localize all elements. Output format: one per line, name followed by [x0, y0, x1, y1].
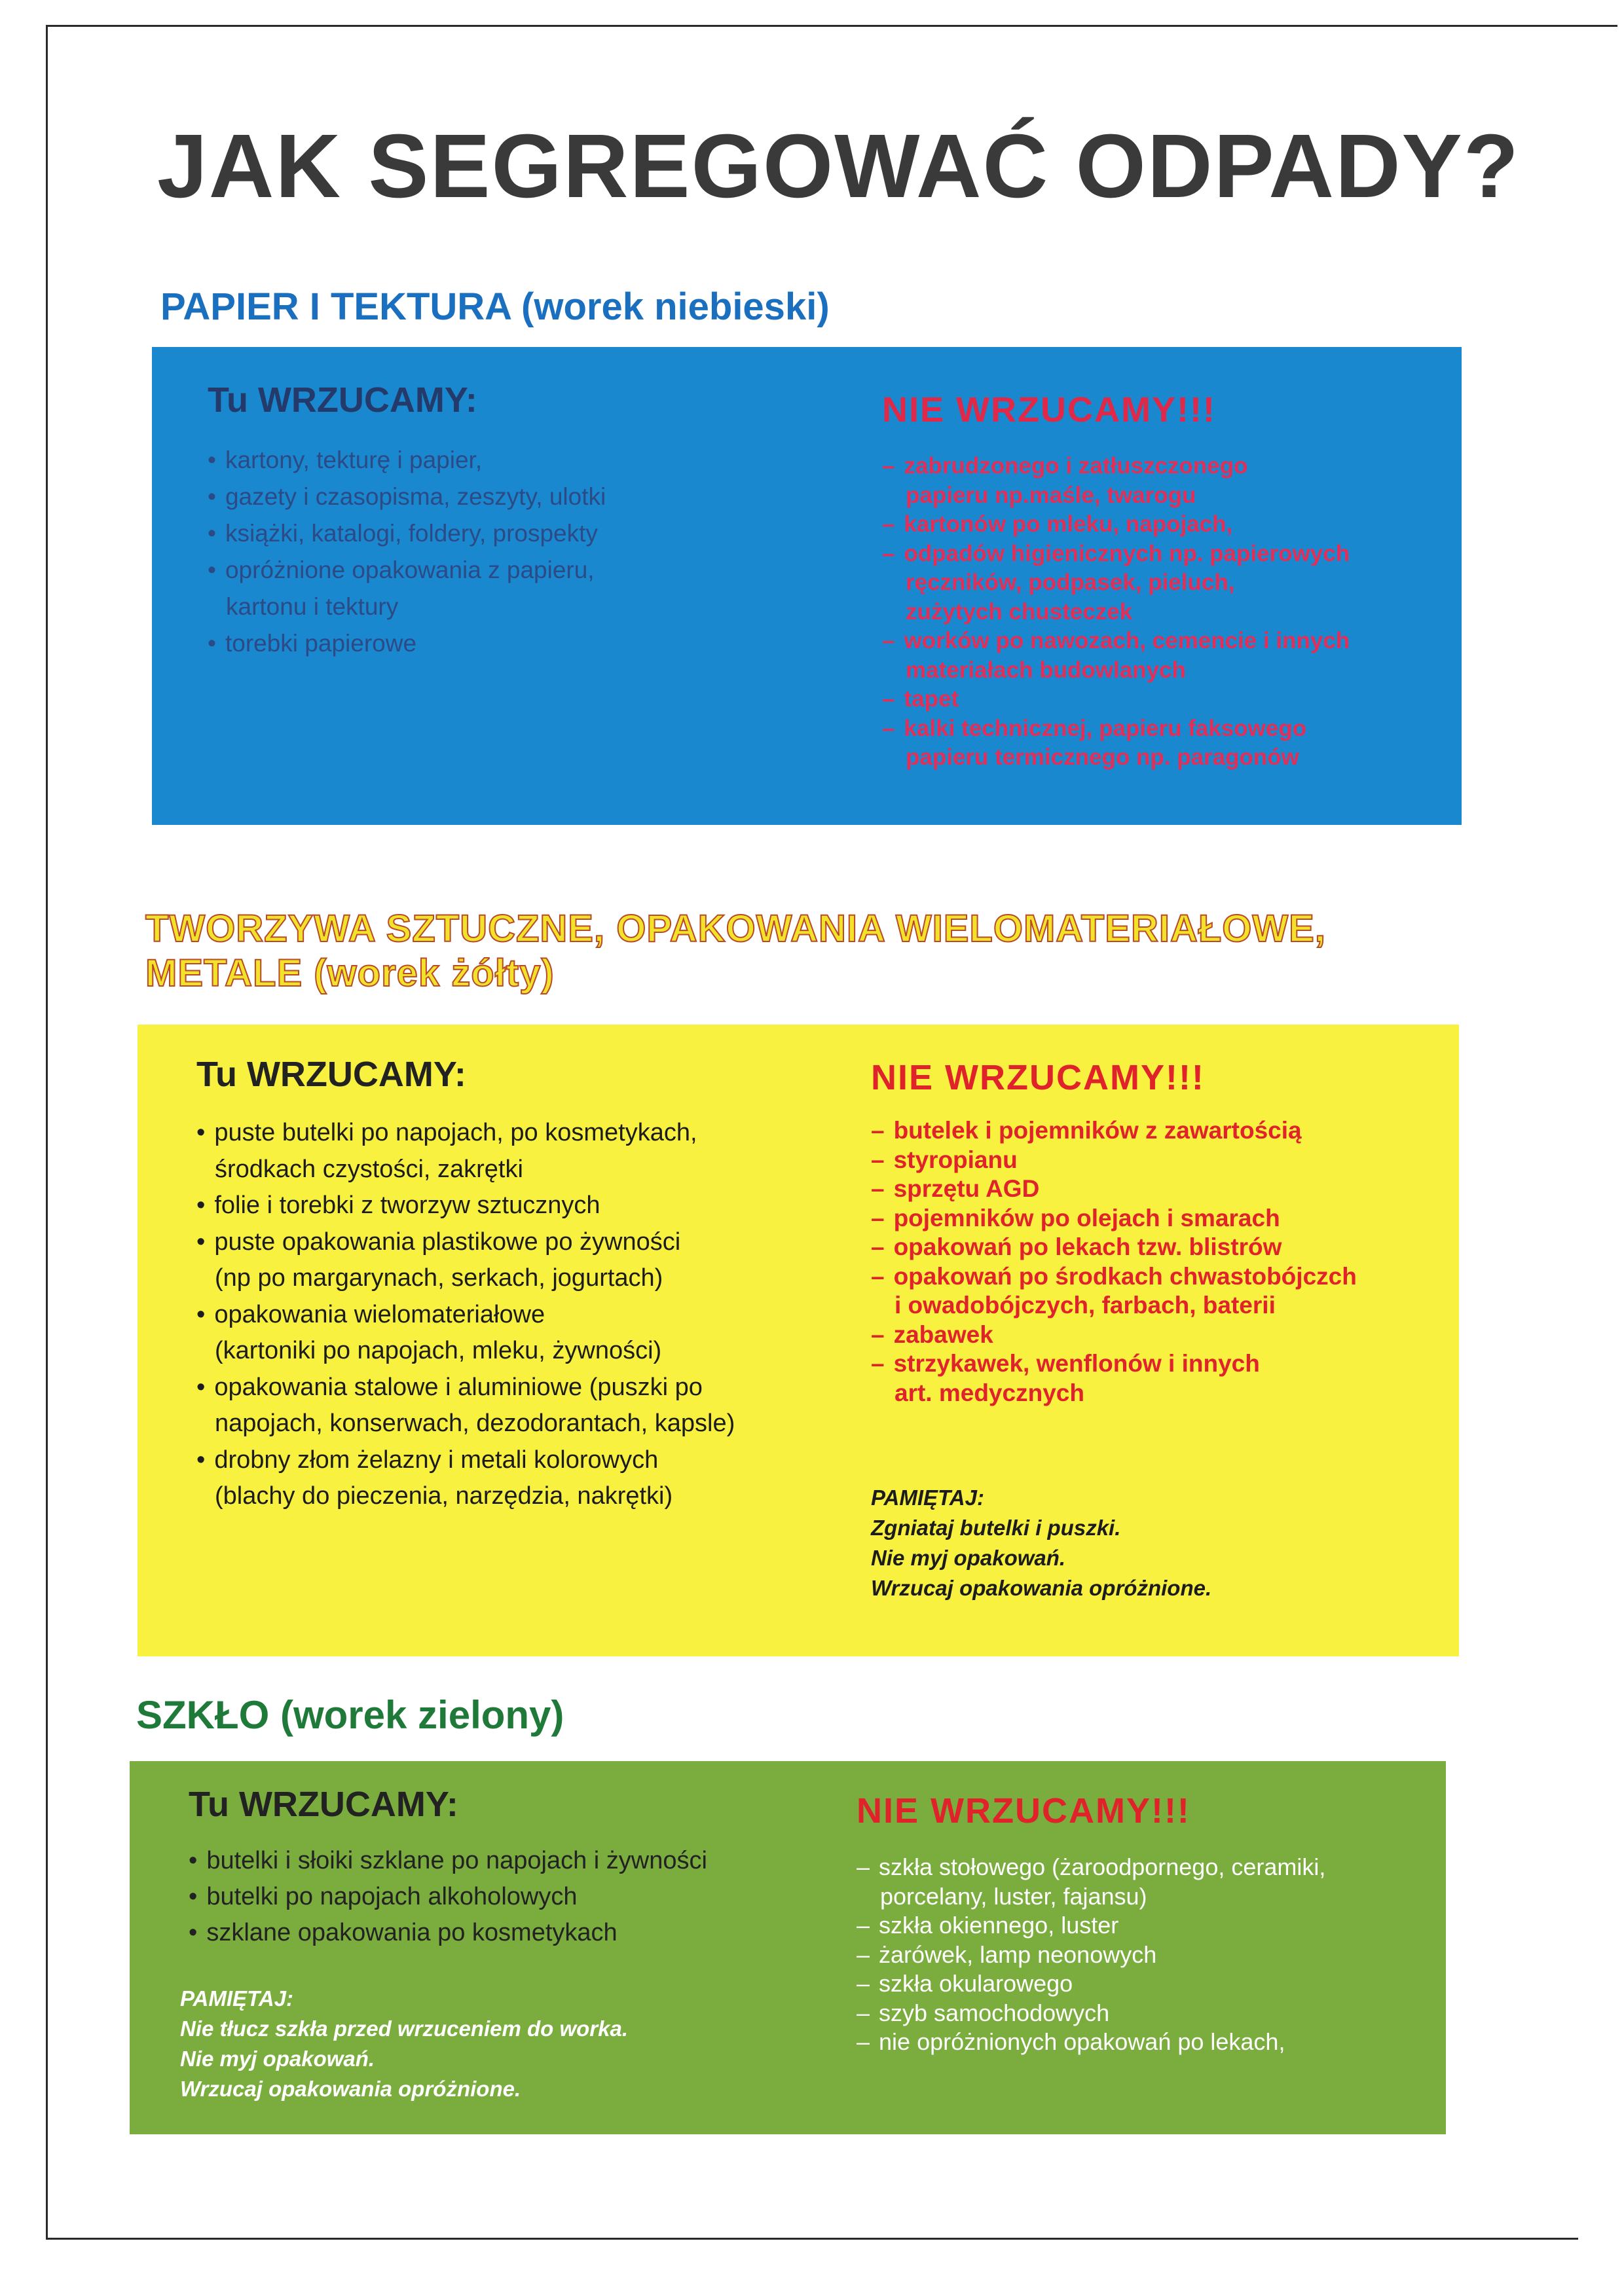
- list-item: • butelki i słoiki szklane po napojach i żywności: [189, 1843, 707, 1879]
- list-item: – zabrudzonego i zatłuszczonego: [882, 452, 1350, 481]
- list-item: • książki, katalogi, foldery, prospekty: [208, 515, 606, 552]
- section-heading-glass: SZKŁO (worek zielony): [136, 1693, 564, 1737]
- list-item: • folie i torebki z tworzyw sztucznych: [196, 1188, 735, 1224]
- rejected-heading: NIE WRZUCAMY!!!: [871, 1058, 1205, 1097]
- list-item: • opakowania wielomateriałowe: [196, 1297, 735, 1334]
- section-heading-line: METALE (worek żółty): [145, 952, 555, 994]
- page-title: JAK SEGREGOWAĆ ODPADY?: [157, 116, 1520, 217]
- list-item: – strzykawek, wenflonów i innych: [871, 1349, 1357, 1379]
- rejected-heading: NIE WRZUCAMY!!!: [857, 1791, 1190, 1831]
- list-item: papieru np.maśle, twarogu: [906, 482, 1196, 508]
- list-item: • opakowania stalowe i aluminiowe (puszki po: [196, 1370, 735, 1406]
- page-frame-top: [46, 25, 1617, 46]
- list-item: papieru termicznego np. paragonów: [906, 744, 1299, 770]
- reminder-title: PAMIĘTAJ:: [871, 1485, 984, 1510]
- list-item: napojach, konserwach, dezodorantach, kapsle): [215, 1410, 735, 1437]
- list-item: • kartony, tekturę i papier,: [208, 442, 606, 479]
- reminder-title: PAMIĘTAJ:: [180, 1986, 293, 2011]
- reminder-line: Nie tłucz szkła przed wrzuceniem do worka.: [180, 2016, 629, 2041]
- list-item: środkach czystości, zakrętki: [215, 1155, 523, 1183]
- list-item: – odpadów higienicznych np. papierowych: [882, 539, 1350, 569]
- list-item: – szyb samochodowych: [857, 1999, 1325, 2028]
- accepted-list: [208, 442, 606, 662]
- list-item: zużytych chusteczek: [906, 598, 1133, 625]
- list-item: (kartoniki po napojach, mleku, żywności): [215, 1337, 662, 1364]
- list-item: • puste opakowania plastikowe po żywności: [196, 1224, 735, 1261]
- section-heading-plastics: [145, 907, 1326, 996]
- list-item: i owadobójczych, farbach, baterii: [895, 1292, 1276, 1319]
- section-heading-paper: PAPIER I TEKTURA (worek niebieski): [160, 285, 830, 328]
- list-item: • opróżnione opakowania z papieru,: [208, 552, 606, 589]
- rejected-list: [857, 1853, 1325, 2057]
- rejected-heading: NIE WRZUCAMY!!!: [882, 390, 1216, 429]
- list-item: • butelki po napojach alkoholowych: [189, 1879, 707, 1915]
- list-item: • puste butelki po napojach, po kosmetykach,: [196, 1115, 735, 1152]
- reminder-note: [180, 1984, 628, 2104]
- list-item: – tapet: [882, 685, 1350, 714]
- panel-glass: [130, 1761, 1446, 2134]
- list-item: – sprzętu AGD: [871, 1175, 1357, 1204]
- reminder-line: Nie myj opakowań.: [871, 1546, 1066, 1570]
- list-item: – worków po nawozach, cemencie i innych: [882, 627, 1350, 656]
- list-item: – opakowań po lekach tzw. blistrów: [871, 1233, 1357, 1262]
- reminder-line: Wrzucaj opakowania opróżnione.: [180, 2077, 521, 2101]
- list-item: – szkła okularowego: [857, 1969, 1325, 1999]
- rejected-list: [882, 452, 1350, 773]
- list-item: – żarówek, lamp neonowych: [857, 1941, 1325, 1970]
- reminder-line: Zgniataj butelki i puszki.: [871, 1516, 1121, 1540]
- list-item: – kalki technicznej, papieru faksowego: [882, 714, 1350, 744]
- reminder-line: Nie myj opakowań.: [180, 2047, 375, 2071]
- reminder-note: [871, 1483, 1211, 1603]
- list-item: kartonu i tektury: [226, 593, 399, 620]
- page-frame-bottom: [46, 2238, 1578, 2240]
- list-item: materiałach budowlanych: [906, 657, 1186, 683]
- list-item: – butelek i pojemników z zawartością: [871, 1116, 1357, 1146]
- rejected-list: [871, 1116, 1357, 1408]
- accepted-heading: Tu WRZUCAMY:: [189, 1785, 458, 1824]
- list-item: ręczników, podpasek, pieluch,: [906, 570, 1235, 595]
- list-item: – zabawek: [871, 1321, 1357, 1350]
- list-item: • drobny złom żelazny i metali kolorowych: [196, 1442, 735, 1479]
- list-item: – kartonów po mleku, napojach,: [882, 510, 1350, 539]
- page-frame-left: [46, 25, 48, 2238]
- list-item: • szklane opakowania po kosmetykach: [189, 1915, 707, 1951]
- list-item: – nie opróżnionych opakowań po lekach,: [857, 2028, 1325, 2057]
- accepted-heading: Tu WRZUCAMY:: [196, 1055, 466, 1094]
- section-heading-line: TWORZYWA SZTUCZNE, OPAKOWANIA WIELOMATERIAŁOWE,: [145, 907, 1326, 950]
- list-item: porcelany, luster, fajansu): [880, 1882, 1147, 1910]
- panel-plastics: [138, 1025, 1459, 1656]
- accepted-list: [189, 1843, 707, 1951]
- list-item: art. medycznych: [895, 1379, 1084, 1406]
- list-item: (blachy do pieczenia, narzędzia, nakrętki): [215, 1482, 673, 1510]
- accepted-heading: Tu WRZUCAMY:: [208, 380, 477, 420]
- list-item: • gazety i czasopisma, zeszyty, ulotki: [208, 479, 606, 515]
- list-item: – szkła okiennego, luster: [857, 1911, 1325, 1941]
- reminder-line: Wrzucaj opakowania opróżnione.: [871, 1576, 1212, 1600]
- list-item: (np po margarynach, serkach, jogurtach): [215, 1264, 663, 1292]
- list-item: – styropianu: [871, 1146, 1357, 1175]
- list-item: – pojemników po olejach i smarach: [871, 1204, 1357, 1233]
- list-item: • torebki papierowe: [208, 625, 606, 662]
- list-item: – szkła stołowego (żaroodpornego, ceramiki,: [857, 1853, 1325, 1882]
- accepted-list: [196, 1115, 735, 1515]
- list-item: – opakowań po środkach chwastobójczch: [871, 1262, 1357, 1292]
- panel-paper: [152, 347, 1462, 825]
